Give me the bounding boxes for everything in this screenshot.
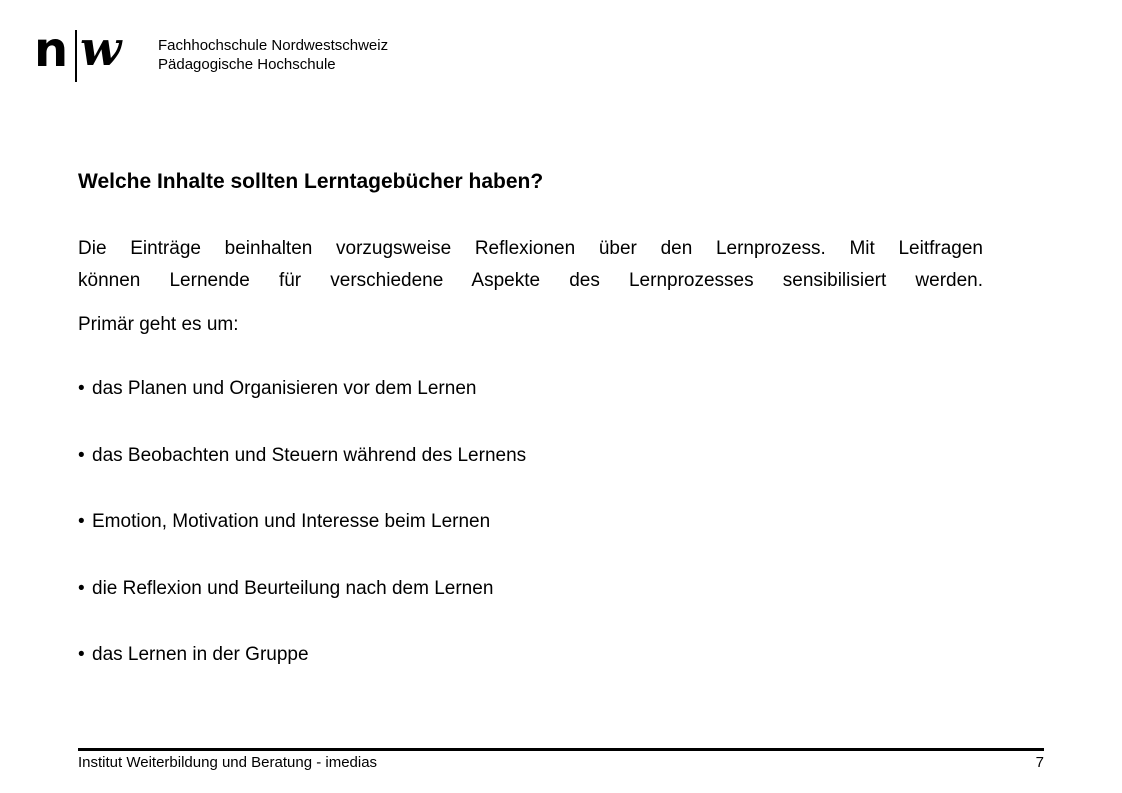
intro-line-1: Die Einträge beinhalten vorzugsweise Reflexionen über den Lernprozess. Mit Leitfragen xyxy=(78,238,983,259)
bullet-item xyxy=(78,573,526,640)
bullet-text: das Lernen in der Gruppe xyxy=(92,644,309,665)
bullet-item xyxy=(78,506,526,573)
footer-institute: Institut Weiterbildung und Beratung - imedias xyxy=(78,754,378,771)
bullet-item xyxy=(78,639,526,706)
logo-letter-n: n xyxy=(34,22,68,78)
fhnw-logo-mark xyxy=(34,21,134,86)
institution-line-2: Pädagogische Hochschule xyxy=(158,56,336,73)
bullet-icon: • xyxy=(78,577,85,599)
bullet-item xyxy=(78,373,526,440)
bullet-list xyxy=(78,373,526,706)
bullet-text: Emotion, Motivation und Interesse beim Lernen xyxy=(92,511,491,532)
slide-title: Welche Inhalte sollten Lerntagebücher haben? xyxy=(78,170,544,193)
bullet-icon: • xyxy=(78,378,85,399)
bullet-icon: • xyxy=(78,644,85,665)
footer-divider xyxy=(78,748,1044,751)
bullet-text: das Beobachten und Steuern während des Lernens xyxy=(92,444,527,466)
bullet-icon: • xyxy=(78,511,85,532)
bullet-text: das Planen und Organisieren vor dem Lernen xyxy=(92,378,477,399)
logo-divider xyxy=(75,30,77,82)
bullet-text: die Reflexion und Beurteilung nach dem Lernen xyxy=(92,577,494,599)
intro-paragraph xyxy=(78,233,983,297)
bullet-icon: • xyxy=(78,444,85,466)
institution-line-1: Fachhochschule Nordwestschweiz xyxy=(158,37,389,54)
logo-letter-w: w xyxy=(80,21,121,77)
institution-name xyxy=(158,36,388,74)
page-number: 7 xyxy=(1035,754,1044,771)
intro-line-2: können Lernende für verschiedene Aspekte des Lernprozesses sensibilisiert werden. xyxy=(78,270,983,291)
list-lead-text: Primär geht es um: xyxy=(78,314,239,335)
bullet-item xyxy=(78,440,526,507)
